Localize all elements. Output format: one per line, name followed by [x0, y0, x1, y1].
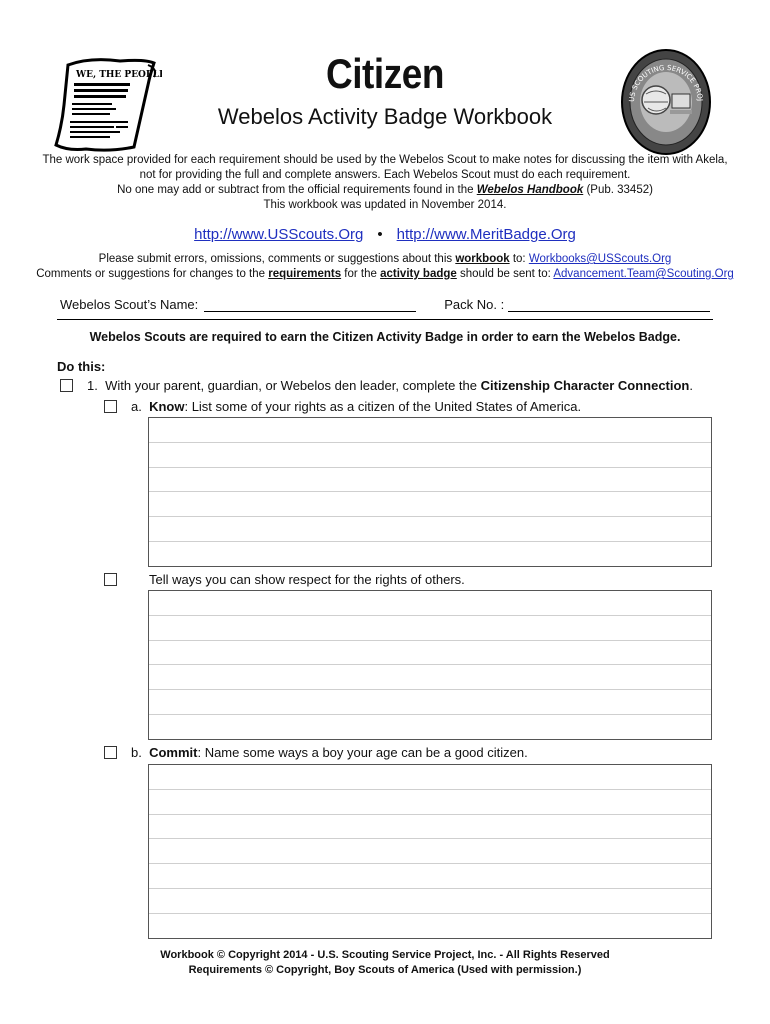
intro-line-3 [40, 183, 730, 198]
commit-label: Commit [149, 745, 198, 760]
submission-info [20, 252, 750, 282]
answer-line [149, 418, 711, 443]
scout-info-row [60, 297, 710, 312]
scouting-service-project-seal [620, 48, 712, 156]
answer-line [149, 839, 711, 864]
intro-line-4: This workbook was updated in November 2014. [263, 199, 507, 211]
answer-line [149, 765, 711, 790]
meritbadge-link[interactable]: http://www.MeritBadge.Org [396, 226, 576, 243]
required-note: Webelos Scouts are required to earn the Citizen Activity Badge in order to earn the Webelos Badge. [89, 330, 681, 344]
answer-box-1a-respect[interactable] [148, 590, 712, 740]
copyright-footer [0, 948, 770, 978]
submit-line-1-pre: Please submit errors, omissions, comments or suggestions about this [98, 253, 456, 265]
submit-line-2-mid2: should be sent to: [456, 268, 554, 280]
answer-line [149, 864, 711, 889]
footer-line-1: Workbook © Copyright 2014 - U.S. Scouting Service Project, Inc. - All Rights Reserved [160, 949, 610, 961]
answer-line [149, 790, 711, 815]
answer-line [149, 815, 711, 840]
website-links [0, 226, 770, 243]
know-label: Know [149, 399, 185, 414]
answer-line [149, 914, 711, 939]
requirement-1 [87, 378, 693, 393]
requirement-1b-text: : Name some ways a boy your age can be a good citizen. [197, 745, 528, 760]
answer-line [149, 517, 711, 542]
requirement-1b-letter: b. [131, 745, 142, 760]
pack-number-label: Pack No. : [444, 297, 505, 312]
submit-line-2 [20, 267, 750, 282]
requirement-1-end: . [689, 378, 693, 393]
usscouts-link[interactable]: http://www.USScouts.Org [194, 226, 364, 243]
answer-line [149, 715, 711, 740]
intro-line-1: The work space provided for each requirement should be used by the Webelos Scout to make notes for discussing the item with Akela, [42, 154, 728, 166]
requirement-1a-letter: a. [131, 399, 142, 414]
svg-text:US SCOUTING SERVICE PROJECT: US SCOUTING SERVICE PROJ [627, 63, 704, 103]
intro-line-3-post: (Pub. 33452) [583, 184, 653, 196]
answer-line [149, 468, 711, 493]
requirement-1-checkbox[interactable] [60, 379, 73, 392]
intro-text [40, 153, 730, 213]
requirement-1a-text: : List some of your rights as a citizen of the United States of America. [184, 399, 582, 414]
answer-line [149, 591, 711, 616]
advancement-email-link[interactable]: Advancement.Team@Scouting.Org [553, 268, 734, 280]
intro-line-2: not for providing the full and complete answers. Each Webelos Scout must do each requirement. [139, 169, 631, 181]
submit-line-2-mid: for the [341, 268, 381, 280]
submit-line-2-pre: Comments or suggestions for changes to the [36, 268, 269, 280]
do-this-heading: Do this: [57, 359, 106, 374]
answer-line [149, 690, 711, 715]
link-separator: • [377, 226, 383, 243]
webelos-handbook-title: Webelos Handbook [476, 184, 584, 196]
requirement-1-number: 1. [87, 378, 98, 393]
answer-line [149, 542, 711, 567]
page-title: Citizen [325, 50, 445, 97]
header-divider [57, 319, 713, 320]
answer-box-1a[interactable] [148, 417, 712, 567]
requirement-1a-respect-text: Tell ways you can show respect for the rights of others. [149, 572, 465, 587]
pack-number-field[interactable] [508, 298, 710, 312]
answer-line [149, 443, 711, 468]
footer-line-2: Requirements © Copyright, Boy Scouts of America (Used with permission.) [188, 964, 582, 976]
intro-line-3-pre: No one may add or subtract from the official requirements found in the [117, 184, 477, 196]
submit-workbook-word: workbook [455, 253, 510, 265]
submit-line-1 [20, 252, 750, 267]
requirement-1a-checkbox[interactable] [104, 400, 117, 413]
answer-line [149, 665, 711, 690]
requirement-1b [131, 745, 528, 760]
submit-activity-badge-word: activity badge [380, 268, 457, 280]
answer-line [149, 492, 711, 517]
answer-box-1b[interactable] [148, 764, 712, 939]
svg-text:WE, THE PEOPLE: WE, THE PEOPLE [76, 70, 162, 80]
requirement-1b-checkbox[interactable] [104, 746, 117, 759]
answer-line [149, 641, 711, 666]
answer-line [149, 616, 711, 641]
scout-name-label: Webelos Scout’s Name: [60, 297, 199, 312]
submit-requirements-word: requirements [268, 268, 342, 280]
submit-line-1-mid: to: [509, 253, 529, 265]
requirement-1a [131, 399, 581, 414]
requirement-1-text: With your parent, guardian, or Webelos den leader, complete the [105, 378, 481, 393]
scout-name-field[interactable] [204, 298, 416, 312]
answer-line [149, 889, 711, 914]
citizenship-character-connection: Citizenship Character Connection [480, 378, 690, 393]
requirement-1a-respect-checkbox[interactable] [104, 573, 117, 586]
workbooks-email-link[interactable]: Workbooks@USScouts.Org [528, 253, 672, 265]
page-subtitle: Webelos Activity Badge Workbook [217, 104, 553, 129]
